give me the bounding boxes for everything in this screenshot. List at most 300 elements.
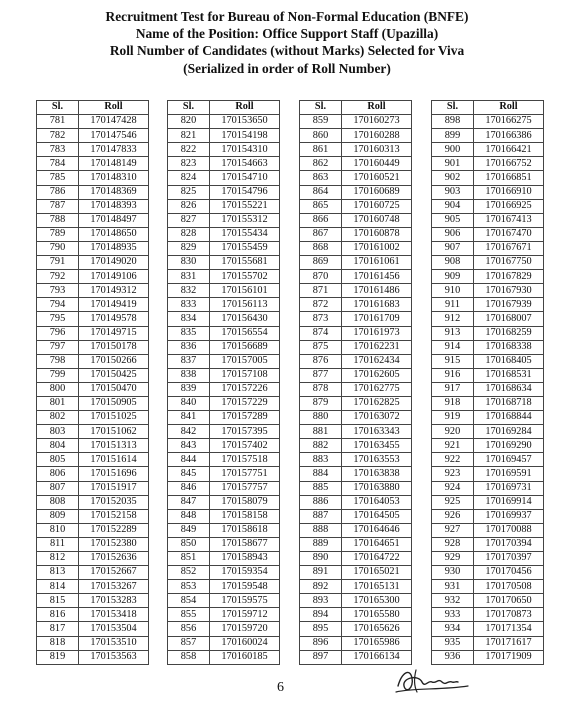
sl-cell: 926 <box>432 509 474 523</box>
table-row <box>37 453 149 467</box>
sl-cell: 896 <box>300 636 342 650</box>
table-row <box>37 312 149 326</box>
sl-cell: 805 <box>37 453 79 467</box>
roll-cell: 170167829 <box>474 270 544 284</box>
sl-cell: 903 <box>432 185 474 199</box>
sl-cell: 920 <box>432 425 474 439</box>
roll-cell: 170168531 <box>474 368 544 382</box>
document-header <box>0 8 574 77</box>
table-row <box>432 411 544 425</box>
table-row <box>432 467 544 481</box>
table-row <box>168 340 280 354</box>
table-row <box>432 495 544 509</box>
table-row <box>37 425 149 439</box>
table-row <box>168 241 280 255</box>
sl-cell: 887 <box>300 509 342 523</box>
sl-cell: 922 <box>432 453 474 467</box>
table-row <box>168 284 280 298</box>
roll-cell: 170148310 <box>79 171 149 185</box>
sl-cell: 850 <box>168 537 210 551</box>
roll-cell: 170160185 <box>210 650 280 664</box>
table-row <box>432 340 544 354</box>
roll-cell: 170159720 <box>210 622 280 636</box>
roll-cell: 170151917 <box>79 481 149 495</box>
table-row <box>300 439 412 453</box>
table-row <box>300 622 412 636</box>
sl-cell: 795 <box>37 312 79 326</box>
table-row <box>37 115 149 129</box>
roll-cell: 170158618 <box>210 523 280 537</box>
signature-mark <box>392 664 472 700</box>
sl-cell: 856 <box>168 622 210 636</box>
table-row <box>37 608 149 622</box>
sl-cell: 806 <box>37 467 79 481</box>
sl-cell: 820 <box>168 115 210 129</box>
sl-cell: 872 <box>300 298 342 312</box>
table-row <box>300 227 412 241</box>
table-row <box>168 495 280 509</box>
roll-column-header: Roll <box>342 101 412 115</box>
table-row <box>432 368 544 382</box>
table-row <box>432 622 544 636</box>
table-row <box>37 270 149 284</box>
roll-cell: 170156113 <box>210 298 280 312</box>
sl-cell: 879 <box>300 396 342 410</box>
table-row <box>37 580 149 594</box>
sl-cell: 787 <box>37 199 79 213</box>
table-row <box>300 481 412 495</box>
table-row <box>168 650 280 664</box>
sl-cell: 852 <box>168 566 210 580</box>
table-row <box>432 580 544 594</box>
table-row <box>168 171 280 185</box>
sl-cell: 809 <box>37 509 79 523</box>
sl-cell: 781 <box>37 115 79 129</box>
roll-cell: 170160288 <box>342 129 412 143</box>
table-row <box>168 439 280 453</box>
table-row <box>168 213 280 227</box>
table-row <box>300 185 412 199</box>
roll-cell: 170162231 <box>342 340 412 354</box>
sl-cell: 792 <box>37 270 79 284</box>
roll-cell: 170154663 <box>210 157 280 171</box>
sl-cell: 843 <box>168 439 210 453</box>
header-note: (Serialized in order of Roll Number) <box>183 60 391 76</box>
table-row <box>432 509 544 523</box>
table-row <box>432 608 544 622</box>
roll-cell: 170159354 <box>210 566 280 580</box>
table-row <box>168 467 280 481</box>
sl-cell: 873 <box>300 312 342 326</box>
roll-cell: 170164053 <box>342 495 412 509</box>
table-row <box>168 636 280 650</box>
roll-cell: 170160689 <box>342 185 412 199</box>
sl-cell: 803 <box>37 425 79 439</box>
roll-cell: 170155459 <box>210 241 280 255</box>
table-row <box>168 227 280 241</box>
table-row <box>300 298 412 312</box>
roll-cell: 170169290 <box>474 439 544 453</box>
table-row <box>300 411 412 425</box>
roll-cell: 170149715 <box>79 326 149 340</box>
sl-cell: 890 <box>300 552 342 566</box>
roll-cell: 170161456 <box>342 270 412 284</box>
sl-cell: 802 <box>37 411 79 425</box>
roll-cell: 170165986 <box>342 636 412 650</box>
sl-cell: 864 <box>300 185 342 199</box>
roll-cell: 170161486 <box>342 284 412 298</box>
sl-cell: 870 <box>300 270 342 284</box>
table-row <box>168 256 280 270</box>
sl-cell: 921 <box>432 439 474 453</box>
table-row <box>300 312 412 326</box>
roll-cell: 170147833 <box>79 143 149 157</box>
sl-cell: 790 <box>37 241 79 255</box>
sl-cell: 892 <box>300 580 342 594</box>
roll-cell: 170157005 <box>210 354 280 368</box>
sl-cell: 869 <box>300 256 342 270</box>
sl-cell: 897 <box>300 650 342 664</box>
table-row <box>300 636 412 650</box>
table-row <box>432 481 544 495</box>
sl-cell: 933 <box>432 608 474 622</box>
table-row <box>37 368 149 382</box>
roll-cell: 170170650 <box>474 594 544 608</box>
roll-table-3 <box>299 100 412 665</box>
sl-cell: 912 <box>432 312 474 326</box>
table-row <box>168 185 280 199</box>
roll-cell: 170161973 <box>342 326 412 340</box>
table-row <box>37 509 149 523</box>
table-header-row <box>168 101 280 115</box>
roll-cell: 170152380 <box>79 537 149 551</box>
table-row <box>168 537 280 551</box>
roll-cell: 170161709 <box>342 312 412 326</box>
roll-cell: 170153650 <box>210 115 280 129</box>
roll-cell: 170148393 <box>79 199 149 213</box>
table-row <box>37 523 149 537</box>
table-row <box>432 312 544 326</box>
roll-cell: 170165131 <box>342 580 412 594</box>
roll-cell: 170166386 <box>474 129 544 143</box>
roll-cell: 170156689 <box>210 340 280 354</box>
sl-cell: 904 <box>432 199 474 213</box>
table-row <box>37 552 149 566</box>
roll-cell: 170152035 <box>79 495 149 509</box>
roll-cell: 170170873 <box>474 608 544 622</box>
table-row <box>37 354 149 368</box>
table-row <box>37 171 149 185</box>
sl-cell: 861 <box>300 143 342 157</box>
sl-cell: 886 <box>300 495 342 509</box>
sl-cell: 907 <box>432 241 474 255</box>
sl-cell: 902 <box>432 171 474 185</box>
table-row <box>300 340 412 354</box>
sl-cell: 877 <box>300 368 342 382</box>
roll-cell: 170153283 <box>79 594 149 608</box>
table-row <box>168 396 280 410</box>
sl-cell: 888 <box>300 523 342 537</box>
roll-cell: 170166910 <box>474 185 544 199</box>
table-row <box>37 495 149 509</box>
roll-cell: 170169731 <box>474 481 544 495</box>
table-row <box>168 566 280 580</box>
sl-cell: 883 <box>300 453 342 467</box>
table-row <box>300 608 412 622</box>
table-row <box>300 129 412 143</box>
table-row <box>300 396 412 410</box>
roll-cell: 170148935 <box>79 241 149 255</box>
roll-cell: 170171617 <box>474 636 544 650</box>
table-row <box>432 396 544 410</box>
roll-cell: 170162825 <box>342 396 412 410</box>
table-row <box>300 650 412 664</box>
sl-cell: 831 <box>168 270 210 284</box>
table-row <box>37 636 149 650</box>
roll-cell: 170155681 <box>210 256 280 270</box>
roll-cell: 170150470 <box>79 382 149 396</box>
sl-cell: 858 <box>168 650 210 664</box>
sl-cell: 909 <box>432 270 474 284</box>
roll-cell: 170157289 <box>210 411 280 425</box>
sl-cell: 807 <box>37 481 79 495</box>
roll-cell: 170160878 <box>342 227 412 241</box>
roll-cell: 170171354 <box>474 622 544 636</box>
table-row <box>37 298 149 312</box>
roll-cell: 170148369 <box>79 185 149 199</box>
sl-cell: 796 <box>37 326 79 340</box>
roll-cell: 170148149 <box>79 157 149 171</box>
table-row <box>37 185 149 199</box>
sl-cell: 855 <box>168 608 210 622</box>
table-row <box>168 481 280 495</box>
table-row <box>300 580 412 594</box>
table-row <box>37 566 149 580</box>
roll-cell: 170168259 <box>474 326 544 340</box>
sl-cell: 851 <box>168 552 210 566</box>
roll-cell: 170163880 <box>342 481 412 495</box>
sl-cell: 825 <box>168 185 210 199</box>
sl-cell: 923 <box>432 467 474 481</box>
roll-cell: 170163343 <box>342 425 412 439</box>
roll-cell: 170149020 <box>79 256 149 270</box>
sl-cell: 817 <box>37 622 79 636</box>
roll-cell: 170165626 <box>342 622 412 636</box>
table-row <box>168 425 280 439</box>
roll-cell: 170166925 <box>474 199 544 213</box>
sl-cell: 915 <box>432 354 474 368</box>
sl-cell: 822 <box>168 143 210 157</box>
roll-cell: 170156554 <box>210 326 280 340</box>
table-row <box>432 537 544 551</box>
table-row <box>432 227 544 241</box>
table-row <box>168 312 280 326</box>
roll-table-4 <box>431 100 544 665</box>
table-row <box>168 298 280 312</box>
roll-cell: 170160725 <box>342 199 412 213</box>
table-row <box>37 129 149 143</box>
roll-cell: 170155221 <box>210 199 280 213</box>
roll-cell: 170154198 <box>210 129 280 143</box>
table-row <box>300 453 412 467</box>
sl-cell: 859 <box>300 115 342 129</box>
sl-cell: 801 <box>37 396 79 410</box>
table-row <box>432 256 544 270</box>
table-row <box>37 284 149 298</box>
roll-cell: 170164722 <box>342 552 412 566</box>
table-row <box>37 650 149 664</box>
roll-cell: 170155434 <box>210 227 280 241</box>
sl-cell: 867 <box>300 227 342 241</box>
sl-cell: 925 <box>432 495 474 509</box>
table-row <box>300 171 412 185</box>
roll-cell: 170163553 <box>342 453 412 467</box>
roll-cell: 170170508 <box>474 580 544 594</box>
sl-cell: 824 <box>168 171 210 185</box>
table-row <box>300 509 412 523</box>
table-row <box>432 453 544 467</box>
sl-column-header: Sl. <box>37 101 79 115</box>
sl-cell: 798 <box>37 354 79 368</box>
roll-cell: 170150905 <box>79 396 149 410</box>
roll-cell: 170150266 <box>79 354 149 368</box>
table-row <box>432 284 544 298</box>
roll-cell: 170167939 <box>474 298 544 312</box>
sl-cell: 834 <box>168 312 210 326</box>
sl-cell: 913 <box>432 326 474 340</box>
sl-cell: 929 <box>432 552 474 566</box>
table-row <box>37 622 149 636</box>
table-row <box>432 552 544 566</box>
table-header-row <box>37 101 149 115</box>
sl-cell: 819 <box>37 650 79 664</box>
sl-cell: 885 <box>300 481 342 495</box>
sl-cell: 901 <box>432 157 474 171</box>
sl-cell: 849 <box>168 523 210 537</box>
sl-cell: 818 <box>37 636 79 650</box>
sl-cell: 875 <box>300 340 342 354</box>
sl-cell: 839 <box>168 382 210 396</box>
table-row <box>432 566 544 580</box>
roll-cell: 170168634 <box>474 382 544 396</box>
table-row <box>432 185 544 199</box>
sl-cell: 936 <box>432 650 474 664</box>
table-row <box>432 171 544 185</box>
roll-cell: 170169914 <box>474 495 544 509</box>
sl-cell: 882 <box>300 439 342 453</box>
roll-cell: 170158079 <box>210 495 280 509</box>
table-row <box>168 143 280 157</box>
roll-cell: 170153510 <box>79 636 149 650</box>
table-row <box>37 241 149 255</box>
roll-cell: 170159712 <box>210 608 280 622</box>
roll-cell: 170152158 <box>79 509 149 523</box>
roll-cell: 170153267 <box>79 580 149 594</box>
sl-cell: 898 <box>432 115 474 129</box>
sl-cell: 812 <box>37 552 79 566</box>
signature <box>392 664 472 705</box>
sl-cell: 865 <box>300 199 342 213</box>
roll-column-header: Roll <box>210 101 280 115</box>
sl-cell: 917 <box>432 382 474 396</box>
sl-cell: 782 <box>37 129 79 143</box>
table-row <box>300 143 412 157</box>
roll-cell: 170158943 <box>210 552 280 566</box>
table-row <box>168 608 280 622</box>
page-number: 6 <box>277 680 284 695</box>
roll-cell: 170149578 <box>79 312 149 326</box>
table-row <box>300 157 412 171</box>
sl-cell: 880 <box>300 411 342 425</box>
roll-cell: 170160748 <box>342 213 412 227</box>
table-row <box>37 143 149 157</box>
sl-column-header: Sl. <box>300 101 342 115</box>
roll-cell: 170156430 <box>210 312 280 326</box>
table-row <box>432 523 544 537</box>
table-row <box>300 495 412 509</box>
roll-cell: 170167930 <box>474 284 544 298</box>
sl-cell: 868 <box>300 241 342 255</box>
table-row <box>37 481 149 495</box>
roll-cell: 170165580 <box>342 608 412 622</box>
table-row <box>300 326 412 340</box>
sl-cell: 891 <box>300 566 342 580</box>
sl-cell: 866 <box>300 213 342 227</box>
sl-cell: 813 <box>37 566 79 580</box>
table-row <box>168 594 280 608</box>
table-row <box>432 382 544 396</box>
roll-cell: 170150178 <box>79 340 149 354</box>
roll-cell: 170166752 <box>474 157 544 171</box>
sl-cell: 791 <box>37 256 79 270</box>
table-row <box>300 284 412 298</box>
roll-cell: 170164651 <box>342 537 412 551</box>
sl-cell: 846 <box>168 481 210 495</box>
roll-cell: 170152636 <box>79 552 149 566</box>
table-row <box>300 552 412 566</box>
sl-cell: 832 <box>168 284 210 298</box>
roll-cell: 170157108 <box>210 368 280 382</box>
table-row <box>432 636 544 650</box>
sl-column-header: Sl. <box>168 101 210 115</box>
sl-cell: 841 <box>168 411 210 425</box>
table-row <box>300 270 412 284</box>
sl-cell: 830 <box>168 256 210 270</box>
roll-cell: 170153418 <box>79 608 149 622</box>
table-row <box>37 256 149 270</box>
table-row <box>432 213 544 227</box>
sl-cell: 808 <box>37 495 79 509</box>
roll-cell: 170152667 <box>79 566 149 580</box>
sl-cell: 823 <box>168 157 210 171</box>
sl-cell: 910 <box>432 284 474 298</box>
sl-cell: 895 <box>300 622 342 636</box>
sl-cell: 845 <box>168 467 210 481</box>
roll-cell: 170147428 <box>79 115 149 129</box>
sl-cell: 863 <box>300 171 342 185</box>
sl-cell: 911 <box>432 298 474 312</box>
sl-cell: 927 <box>432 523 474 537</box>
roll-cell: 170160313 <box>342 143 412 157</box>
table-row <box>168 199 280 213</box>
roll-cell: 170157395 <box>210 425 280 439</box>
table-header-row <box>432 101 544 115</box>
table-row <box>300 537 412 551</box>
table-row <box>37 411 149 425</box>
table-row <box>300 566 412 580</box>
roll-cell: 170148650 <box>79 227 149 241</box>
roll-cell: 170168405 <box>474 354 544 368</box>
